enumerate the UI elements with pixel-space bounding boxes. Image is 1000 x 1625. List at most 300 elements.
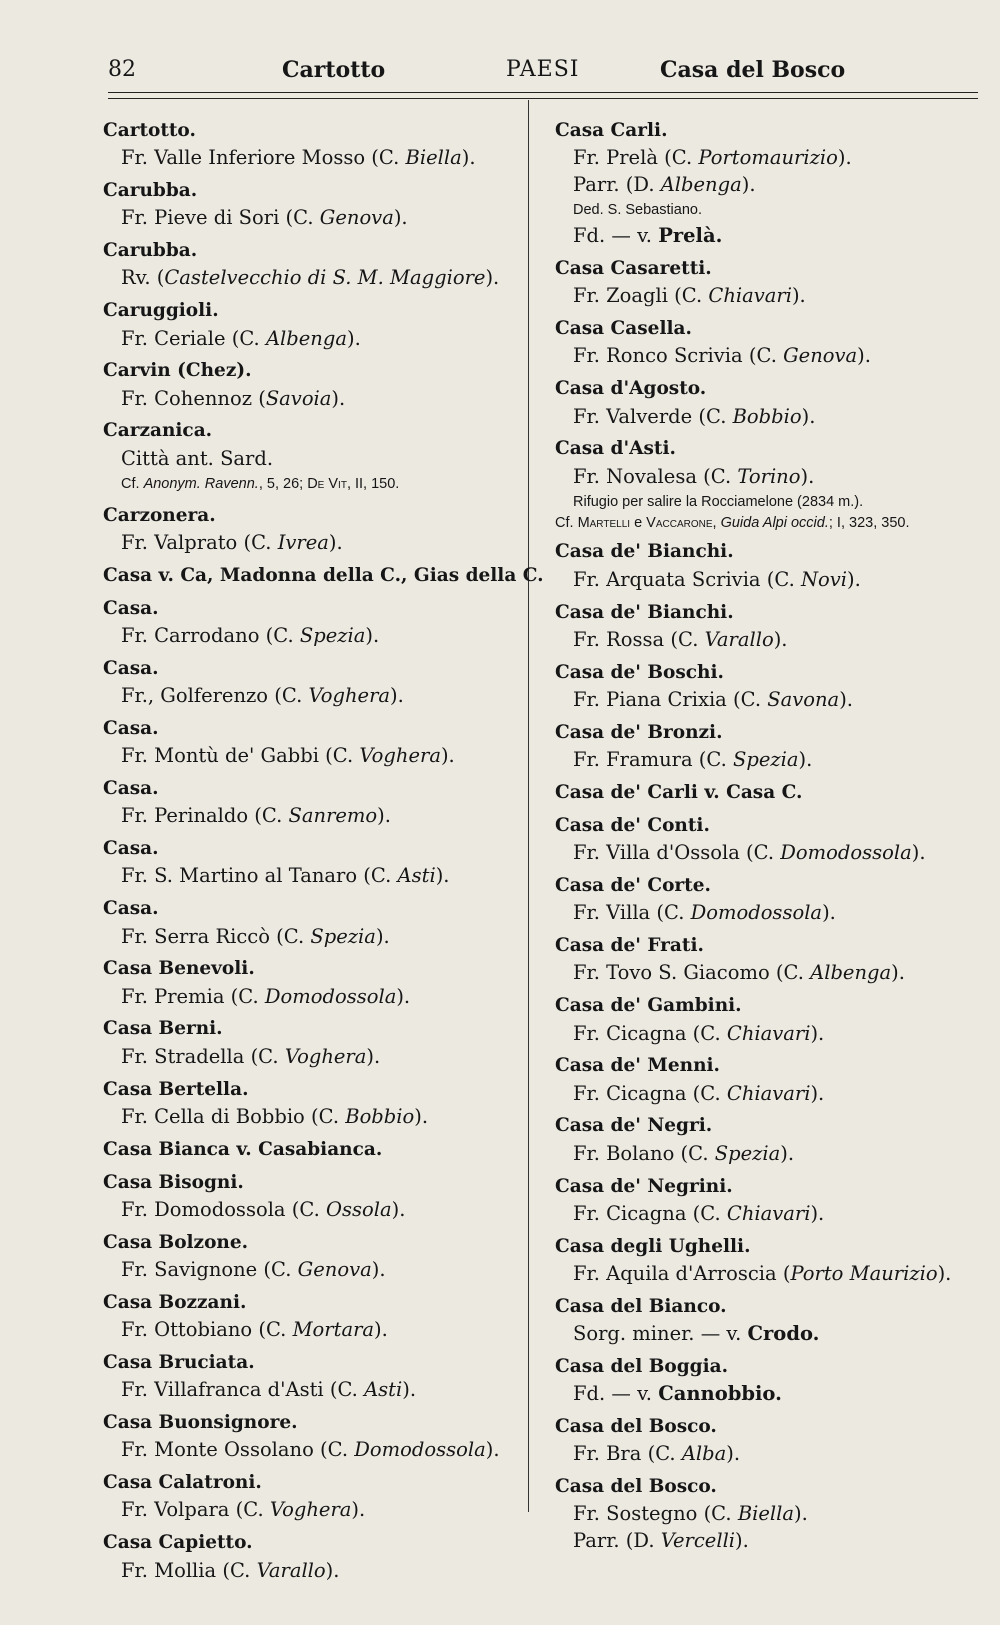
entry-text: Fr. Valverde (C. xyxy=(573,404,733,428)
entry-text: Ded. S. Sebastiano. xyxy=(573,202,702,219)
gazetteer-entry xyxy=(103,503,521,556)
entry-text: Fr. Valprato (C. xyxy=(121,530,278,554)
gazetteer-entry xyxy=(555,720,985,773)
entry-text: Fr. Pieve di Sori (C. xyxy=(121,206,320,230)
entry-headword: Casa. xyxy=(103,657,159,679)
entry-text: Parr. (D. xyxy=(573,1529,661,1553)
entry-text: ). xyxy=(375,924,390,948)
entry-text: Fr. Cicagna (C. xyxy=(573,1081,727,1105)
entry-text: ). xyxy=(800,464,815,488)
entry-line xyxy=(103,1256,521,1283)
entry-text: ). xyxy=(435,864,450,888)
entry-text: Genova xyxy=(319,206,394,230)
entry-text: ). xyxy=(325,1558,340,1582)
entry-text: ). xyxy=(839,687,853,711)
entry-headword: Casa del Bosco. xyxy=(555,1475,717,1497)
entry-text: Fr. Aquila d'Arroscia ( xyxy=(573,1261,791,1285)
entry-text: Domodossola xyxy=(780,841,912,865)
entry-text: ). xyxy=(402,1378,417,1402)
gazetteer-entry xyxy=(103,358,521,411)
entry-text: Domodossola xyxy=(264,984,397,1008)
entry-headword: Casa de' Corte. xyxy=(555,875,711,897)
entry-text: Fr. Villa d'Ossola (C. xyxy=(573,841,781,865)
entry-text: Fd. — v. xyxy=(573,224,659,248)
entry-text: ). xyxy=(485,266,500,290)
entry-text: Asti xyxy=(364,1378,403,1402)
entry-line xyxy=(555,490,985,514)
header-left-title: Cartotto xyxy=(282,57,386,83)
entry-text: Voghera xyxy=(359,744,441,768)
entry-headword: Carubba. xyxy=(103,180,198,202)
gazetteer-entry xyxy=(555,1414,985,1467)
entry-text: ). xyxy=(366,1044,381,1068)
entry-text: Città ant. Sard. xyxy=(121,446,274,470)
gazetteer-entry xyxy=(103,896,521,949)
entry-text: Fr. Sostegno (C. xyxy=(573,1502,738,1526)
entry-text: Fr. Cohennoz ( xyxy=(121,386,266,410)
gazetteer-entry xyxy=(555,316,985,369)
entry-text: Prelà. xyxy=(658,224,723,248)
entry-headword: Casa Bozzani. xyxy=(103,1291,247,1313)
entry-headword: Casa de' Conti. xyxy=(555,814,710,836)
entry-line xyxy=(555,566,985,593)
gazetteer-entry xyxy=(103,1137,521,1163)
column-divider xyxy=(528,100,529,1512)
gazetteer-entry xyxy=(103,178,521,231)
gazetteer-entry xyxy=(555,118,985,249)
entry-text: Albenga xyxy=(660,173,742,197)
entry-text: Fr. Cicagna (C. xyxy=(573,1201,727,1225)
entry-text: Anonym. Ravenn. xyxy=(143,475,259,492)
entry-text: Fr. Domodossola (C. xyxy=(121,1197,326,1221)
entry-text: ). xyxy=(374,1318,388,1342)
entry-line xyxy=(103,445,521,472)
entry-text: , 5, 26; xyxy=(258,475,308,492)
entry-text: ). xyxy=(937,1261,952,1285)
entry-text: ). xyxy=(371,1258,386,1282)
gazetteer-entry xyxy=(103,776,521,829)
gazetteer-entry xyxy=(103,1230,521,1283)
entry-text: ). xyxy=(735,1529,749,1553)
entry-line xyxy=(103,144,521,171)
entry-text: Fr. Tovo S. Giacomo (C. xyxy=(573,961,811,985)
gazetteer-entry xyxy=(103,238,521,291)
entry-text: Fr. Montù de' Gabbi (C. xyxy=(121,744,360,768)
gazetteer-entry xyxy=(103,1016,521,1069)
entry-line xyxy=(555,1020,985,1047)
entry-line xyxy=(555,1140,985,1167)
entry-text: Genova xyxy=(297,1258,372,1282)
entry-text: Fr. Zoagli (C. xyxy=(573,284,709,308)
entry-line xyxy=(555,1500,985,1527)
entry-text: Genova xyxy=(783,344,858,368)
gazetteer-entry xyxy=(555,436,985,532)
entry-text: Fr. Framura (C. xyxy=(573,748,734,772)
entry-line xyxy=(555,1380,985,1407)
entry-headword: Carvin (Chez). xyxy=(103,360,252,382)
entry-line xyxy=(103,1196,521,1223)
entry-text: Biella xyxy=(405,146,462,170)
entry-text: ). xyxy=(346,326,361,350)
entry-text: ). xyxy=(393,206,408,230)
entry-text: Bobbio xyxy=(345,1104,415,1128)
entry-line xyxy=(555,1440,985,1467)
entry-text: Cf. xyxy=(121,475,144,492)
entry-text: Spezia xyxy=(733,748,799,772)
entry-line xyxy=(555,342,985,369)
entry-headword: Casa Carli. xyxy=(555,120,668,141)
entry-line xyxy=(555,839,985,866)
header-rule xyxy=(108,92,978,93)
entry-line xyxy=(103,742,521,769)
gazetteer-entry xyxy=(103,1290,521,1343)
entry-text: ). xyxy=(741,173,756,197)
entry-line xyxy=(103,1316,521,1343)
entry-line xyxy=(555,899,985,926)
entry-text: ; I, 323, 350. xyxy=(828,514,910,531)
entry-text: Voghera xyxy=(308,684,391,708)
entry-headword: Casa del Boggia. xyxy=(555,1355,729,1377)
entry-headword: Casa Casella. xyxy=(555,318,692,340)
entry-text: Varallo xyxy=(256,1558,326,1582)
entry-text: Voghera xyxy=(269,1498,352,1522)
entry-text: Fr. Piana Crixia (C. xyxy=(573,687,768,711)
entry-headword: Casa de' Gambini. xyxy=(555,995,742,1017)
entry-line xyxy=(103,529,521,556)
gazetteer-entry xyxy=(103,1470,521,1523)
entry-headword: Caruggioli. xyxy=(103,300,219,322)
gazetteer-entry xyxy=(103,118,521,171)
entry-headword: Casa d'Agosto. xyxy=(555,378,707,400)
entry-text: ). xyxy=(810,1201,825,1225)
entry-line xyxy=(555,626,985,653)
entry-headword: Casa del Bosco. xyxy=(555,1415,717,1437)
entry-line xyxy=(555,959,985,986)
entry-headword: Casa de' Menni. xyxy=(555,1055,720,1077)
entry-text: Ossola xyxy=(325,1197,392,1221)
entry-text: ). xyxy=(822,901,836,925)
entry-text: ). xyxy=(440,744,455,768)
entry-line xyxy=(555,222,985,249)
entry-text: Rifugio per salire la Rocciamelone (2834 m.). xyxy=(573,493,864,510)
entry-headword: Casa de' Bianchi. xyxy=(555,601,734,623)
entry-text: Fr. Rossa (C. xyxy=(573,627,705,651)
entry-text: Fr. Premia (C. xyxy=(121,984,265,1008)
entry-line xyxy=(103,1103,521,1130)
entry-headword: Casa de' Negrini. xyxy=(555,1175,733,1197)
entry-headword: Casa de' Negri. xyxy=(555,1115,713,1137)
entry-headword: Casa Buonsignore. xyxy=(103,1412,298,1434)
entry-headword: Casa. xyxy=(103,597,159,619)
gazetteer-entry xyxy=(555,780,985,806)
gazetteer-entry xyxy=(103,563,544,589)
entry-text: Vaccarone xyxy=(646,514,713,531)
entry-text: Fr. Cella di Bobbio (C. xyxy=(121,1104,346,1128)
gazetteer-entry xyxy=(555,813,985,866)
entry-text: ). xyxy=(365,624,380,648)
entry-headword: Casa Bolzone. xyxy=(103,1231,249,1253)
entry-line xyxy=(555,514,985,533)
entry-text: Guida Alpi occid. xyxy=(720,514,829,531)
entry-text: e xyxy=(630,514,647,531)
entry-line xyxy=(103,385,521,412)
entry-text: Chiavari xyxy=(726,1081,811,1105)
entry-text: ). xyxy=(461,146,476,170)
entry-headword: Casa de' Frati. xyxy=(555,935,704,957)
entry-text: Chiavari xyxy=(708,284,792,308)
entry-text: Torino xyxy=(737,464,801,488)
entry-text: Spezia xyxy=(310,924,376,948)
entry-text: Fr. Ceriale (C. xyxy=(121,326,266,350)
right-column xyxy=(555,118,985,1561)
entry-text: ). xyxy=(837,146,852,170)
page-number: 82 xyxy=(108,57,136,82)
gazetteer-entry xyxy=(555,873,985,926)
header-rule-thin xyxy=(108,98,978,99)
entry-text: Fr. Perinaldo (C. xyxy=(121,804,289,828)
entry-line xyxy=(103,264,521,291)
entry-line xyxy=(555,463,985,490)
entry-text: Castelvecchio di S. M. Maggiore xyxy=(164,266,486,290)
entry-line xyxy=(555,171,985,198)
entry-line xyxy=(103,862,521,889)
entry-text: Cf. xyxy=(555,514,578,531)
entry-text: Albenga xyxy=(810,961,892,985)
entry-line xyxy=(555,144,985,171)
entry-text: ). xyxy=(726,1442,741,1466)
entry-line xyxy=(103,472,521,496)
entry-line xyxy=(103,622,521,649)
entry-text: ). xyxy=(810,1081,825,1105)
entry-headword: Casa Bianca v. Casabianca. xyxy=(103,1138,383,1160)
entry-line xyxy=(103,1496,521,1523)
gazetteer-entry xyxy=(103,1077,521,1130)
entry-headword: Casa de' Bronzi. xyxy=(555,721,723,743)
gazetteer-entry xyxy=(555,1354,985,1407)
entry-text: Rv. ( xyxy=(121,266,165,290)
entry-text: ). xyxy=(891,961,905,985)
entry-line xyxy=(103,325,521,352)
gazetteer-entry xyxy=(103,1530,521,1583)
entry-text: Spezia xyxy=(714,1141,781,1165)
entry-text: ). xyxy=(810,1021,825,1045)
entry-headword: Casa de' Bianchi. xyxy=(555,541,734,563)
entry-headword: Casa Casaretti. xyxy=(555,258,712,280)
entry-headword: Casa del Bianco. xyxy=(555,1295,727,1317)
gazetteer-entry xyxy=(103,836,521,889)
entry-text: Chiavari xyxy=(726,1021,811,1045)
entry-line xyxy=(103,802,521,829)
entry-text: Fr. Bolano (C. xyxy=(573,1141,715,1165)
entry-text: Sorg. miner. — v. xyxy=(573,1321,748,1345)
entry-text: , xyxy=(712,514,721,531)
entry-line xyxy=(103,1557,521,1584)
header-right-title: Casa del Bosco xyxy=(660,57,846,83)
entry-headword: Casa. xyxy=(103,898,159,920)
gazetteer-entry xyxy=(555,933,985,986)
gazetteer-entry xyxy=(103,1350,521,1403)
entry-line xyxy=(555,686,985,713)
entry-headword: Casa d'Asti. xyxy=(555,438,676,460)
entry-line xyxy=(103,923,521,950)
entry-text: ). xyxy=(351,1498,366,1522)
gazetteer-entry xyxy=(103,596,521,649)
gazetteer-entry xyxy=(555,600,985,653)
entry-text: Fr. Arquata Scrivia (C. xyxy=(573,567,801,591)
entry-headword: Casa de' Boschi. xyxy=(555,661,724,683)
entry-text: ). xyxy=(780,1141,795,1165)
gazetteer-entry xyxy=(103,656,521,709)
entry-headword: Casa Bruciata. xyxy=(103,1351,255,1373)
entry-headword: Casa. xyxy=(103,717,159,739)
left-column xyxy=(103,118,544,1590)
entry-text: Fr. Carrodano (C. xyxy=(121,624,300,648)
entry-headword: Casa Benevoli. xyxy=(103,958,255,980)
entry-text: Fr. Villa (C. xyxy=(573,901,691,925)
entry-text: Sanremo xyxy=(288,804,378,828)
entry-text: Fr. Prelà (C. xyxy=(573,146,699,170)
header-section-title: PAESI xyxy=(506,57,580,82)
entry-line xyxy=(103,682,521,709)
entry-text: Fr., Golferenzo (C. xyxy=(121,684,309,708)
gazetteer-entry xyxy=(555,1053,985,1106)
entry-headword: Carzanica. xyxy=(103,420,213,442)
entry-text: ). xyxy=(328,530,343,554)
entry-line xyxy=(103,1043,521,1070)
gazetteer-entry xyxy=(555,660,985,713)
entry-text: ). xyxy=(331,386,346,410)
entry-text: Fr. Ottobiano (C. xyxy=(121,1318,293,1342)
entry-line xyxy=(555,403,985,430)
gazetteer-entry xyxy=(103,1170,521,1223)
entry-text: Vercelli xyxy=(660,1529,736,1553)
gazetteer-entry xyxy=(103,298,521,351)
entry-line xyxy=(555,1320,985,1347)
entry-text: ). xyxy=(801,404,816,428)
entry-headword: Casa Berni. xyxy=(103,1018,223,1040)
entry-text: ). xyxy=(390,684,404,708)
entry-line xyxy=(555,282,985,309)
gazetteer-entry xyxy=(555,1474,985,1554)
entry-headword: Casa de' Carli v. Casa C. xyxy=(555,781,803,803)
gazetteer-entry xyxy=(103,1410,521,1463)
entry-text: Fr. Villafranca d'Asti (C. xyxy=(121,1378,365,1402)
gazetteer-entry xyxy=(555,376,985,429)
entry-text: Martelli xyxy=(577,514,631,531)
entry-text: Bobbio xyxy=(732,404,802,428)
gazetteer-entry xyxy=(555,993,985,1046)
gazetteer-entry xyxy=(103,956,521,1009)
entry-line xyxy=(103,1376,521,1403)
entry-line xyxy=(555,746,985,773)
entry-text: Porto Maurizio xyxy=(790,1261,938,1285)
entry-text: Ivrea xyxy=(277,530,329,554)
entry-headword: Casa v. Ca, Madonna della C., Gias della C. xyxy=(103,564,544,586)
entry-text: ). xyxy=(794,1502,808,1526)
entry-text: De Vit xyxy=(307,475,347,492)
entry-line xyxy=(555,1260,985,1287)
entry-headword: Casa Bertella. xyxy=(103,1078,249,1100)
gazetteer-entry xyxy=(555,1174,985,1227)
entry-line xyxy=(555,198,985,222)
entry-text: Novi xyxy=(800,567,848,591)
entry-text: ). xyxy=(791,284,806,308)
entry-text: Savoia xyxy=(265,386,332,410)
running-header xyxy=(108,52,978,92)
entry-line xyxy=(555,1527,985,1554)
gazetteer-entry xyxy=(103,418,521,495)
entry-headword: Casa degli Ughelli. xyxy=(555,1235,751,1257)
entry-headword: Casa. xyxy=(103,778,159,800)
entry-text: ). xyxy=(396,984,411,1008)
entry-text: Chiavari xyxy=(726,1201,811,1225)
entry-text: Fd. — v. xyxy=(573,1382,659,1406)
entry-text: ). xyxy=(847,567,861,591)
gazetteer-entry xyxy=(555,1113,985,1166)
entry-text: Parr. (D. xyxy=(573,173,661,197)
entry-text: ). xyxy=(773,627,788,651)
entry-text: Fr. Valle Inferiore Mosso (C. xyxy=(121,146,406,170)
entry-text: ). xyxy=(798,748,813,772)
entry-text: ). xyxy=(485,1438,500,1462)
entry-headword: Cartotto. xyxy=(103,120,196,141)
gazetteer-entry xyxy=(555,539,985,592)
entry-text: Fr. Cicagna (C. xyxy=(573,1021,727,1045)
entry-text: Fr. Stradella (C. xyxy=(121,1044,285,1068)
entry-text: Fr. Bra (C. xyxy=(573,1442,682,1466)
entry-headword: Carubba. xyxy=(103,240,198,262)
entry-headword: Casa Bisogni. xyxy=(103,1171,244,1193)
entry-text: Fr. Monte Ossolano (C. xyxy=(121,1438,355,1462)
entry-text: Asti xyxy=(397,864,436,888)
entry-text: Mortara xyxy=(292,1318,375,1342)
entry-text: Domodossola xyxy=(354,1438,486,1462)
entry-text: ). xyxy=(857,344,871,368)
entry-headword: Carzonera. xyxy=(103,504,216,526)
entry-line xyxy=(555,1080,985,1107)
entry-text: Fr. Ronco Scrivia (C. xyxy=(573,344,784,368)
entry-line xyxy=(103,204,521,231)
entry-text: Fr. Volpara (C. xyxy=(121,1498,270,1522)
entry-line xyxy=(555,1200,985,1227)
entry-text: Savona xyxy=(767,687,840,711)
gazetteer-entry xyxy=(103,716,521,769)
entry-text: Portomaurizio xyxy=(698,146,838,170)
entry-text: Fr. Savignone (C. xyxy=(121,1258,298,1282)
gazetteer-entry xyxy=(555,1294,985,1347)
entry-text: Crodo. xyxy=(747,1321,820,1345)
gazetteer-entry xyxy=(555,256,985,309)
entry-headword: Casa Capietto. xyxy=(103,1532,253,1554)
entry-headword: Casa Calatroni. xyxy=(103,1472,262,1494)
entry-text: ). xyxy=(414,1104,429,1128)
entry-text: Voghera xyxy=(284,1044,367,1068)
entry-text: Spezia xyxy=(299,624,366,648)
entry-text: Fr. Mollia (C. xyxy=(121,1558,257,1582)
entry-text: ). xyxy=(377,804,391,828)
entry-text: Alba xyxy=(681,1442,727,1466)
entry-text: , II, 150. xyxy=(346,475,400,492)
entry-text: Varallo xyxy=(704,627,774,651)
entry-headword: Casa. xyxy=(103,838,159,860)
entry-text: Cannobbio. xyxy=(658,1382,782,1406)
entry-text: ). xyxy=(911,841,926,865)
entry-line xyxy=(103,983,521,1010)
entry-line xyxy=(103,1436,521,1463)
entry-text: Biella xyxy=(737,1502,795,1526)
entry-text: ). xyxy=(391,1197,406,1221)
entry-text: Albenga xyxy=(265,326,347,350)
